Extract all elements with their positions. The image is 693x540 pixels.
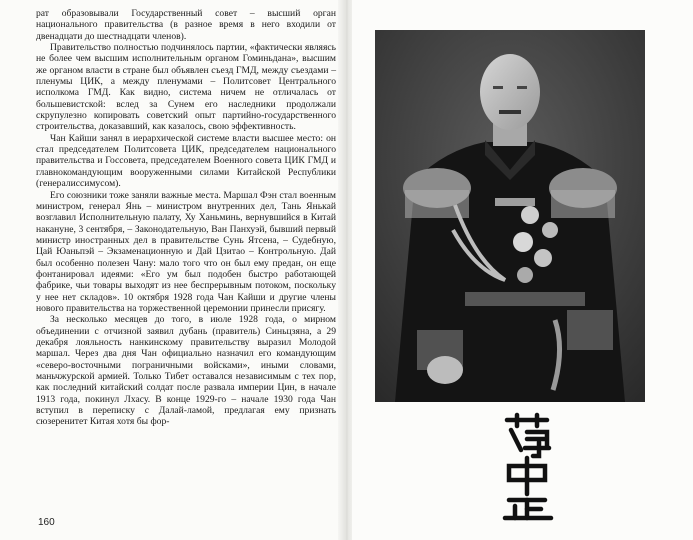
paragraph-4: Его союзники тоже заняли важные места. Маршал Фэн стал военным министром, генерал Янь – министром внутренних дел, Тань Янькай возглавил Исполнительную палату, Ху Ханьминь, вернувшийся в Китай накануне, 3 сентября, – Законодательную, Ван Панхуэй, бывший первый министр иностранных дел в правительстве Сунь Ятсена, – Судебную, Цай Юаньпэй – Экзаменационную и Дай Цзитао – Контрольную. Дай был особенно полезен Чану: мало того что он был ему предан, он еще фонтанировал идеями: «Его ум был подобен быстро работающей фабрике, чьи товары выходят из нее беспрерывным потоком, поскольку у нее нет складов». 10 октября 1928 года Чан Кайши и другие члены нового правительства на торжественной церемонии принесли присягу. [36, 189, 336, 314]
portrait-photo [375, 30, 645, 402]
paragraph-5: За несколько месяцев до того, в июле 1928 года, о мирном объединении с отчизной заявил дубань (правитель) Синьцзяна, а 29 декабря лояльность нанкинскому правительству выразил Молодой маршал. Через два дня Чан официально назначил его командующим «северо-восточными пограничными войсками», иными словами, маньчжурской армией. Только Тибет оставался независимым с тех пор, как последний китайский солдат после развала империи Цин, в начале 1913 года, покинул Лхасу. В конце 1929-го – начале 1930 года Чан вступил в переписку с Далай-ламой, предлагая ему признать сюзеренитет Китая хотя бы фор- [36, 314, 336, 428]
body-text [36, 8, 336, 428]
signature-calligraphy [497, 412, 557, 522]
left-page [0, 0, 340, 540]
paragraph-1: рат образовывали Государственный совет – высший орган национального правительства (в разное время в него входили от двенадцати до шестнадцати членов). [36, 8, 336, 42]
paragraph-3: Чан Кайши занял в иерархической системе власти высшее место: он стал председателем Политсовета ЦИК, председателем национального правительства и Госсовета, председателем Военного совета ЦИК ГМД и главнокомандующим вооруженными силами Китайской Республики (генералиссимусом). [36, 132, 336, 190]
page-number: 160 [38, 517, 55, 528]
paragraph-2: Правительство полностью подчинялось партии, «фактически являясь не более чем высшим исполнительным органом Гоминьдана», высшим же органом власти в стране был объявлен съезд ГМД, между съездами – пленумы ЦИК, а между пленумами – Политсовет Центрального исполкома ГМД. Как видно, система ничем не отличалась от большевистской: вслед за Сунем его наследники продолжали скрупулезно копировать советский опыт партийно-государственного строительства, доказавший, как казалось, свою эффективность. [36, 42, 336, 133]
